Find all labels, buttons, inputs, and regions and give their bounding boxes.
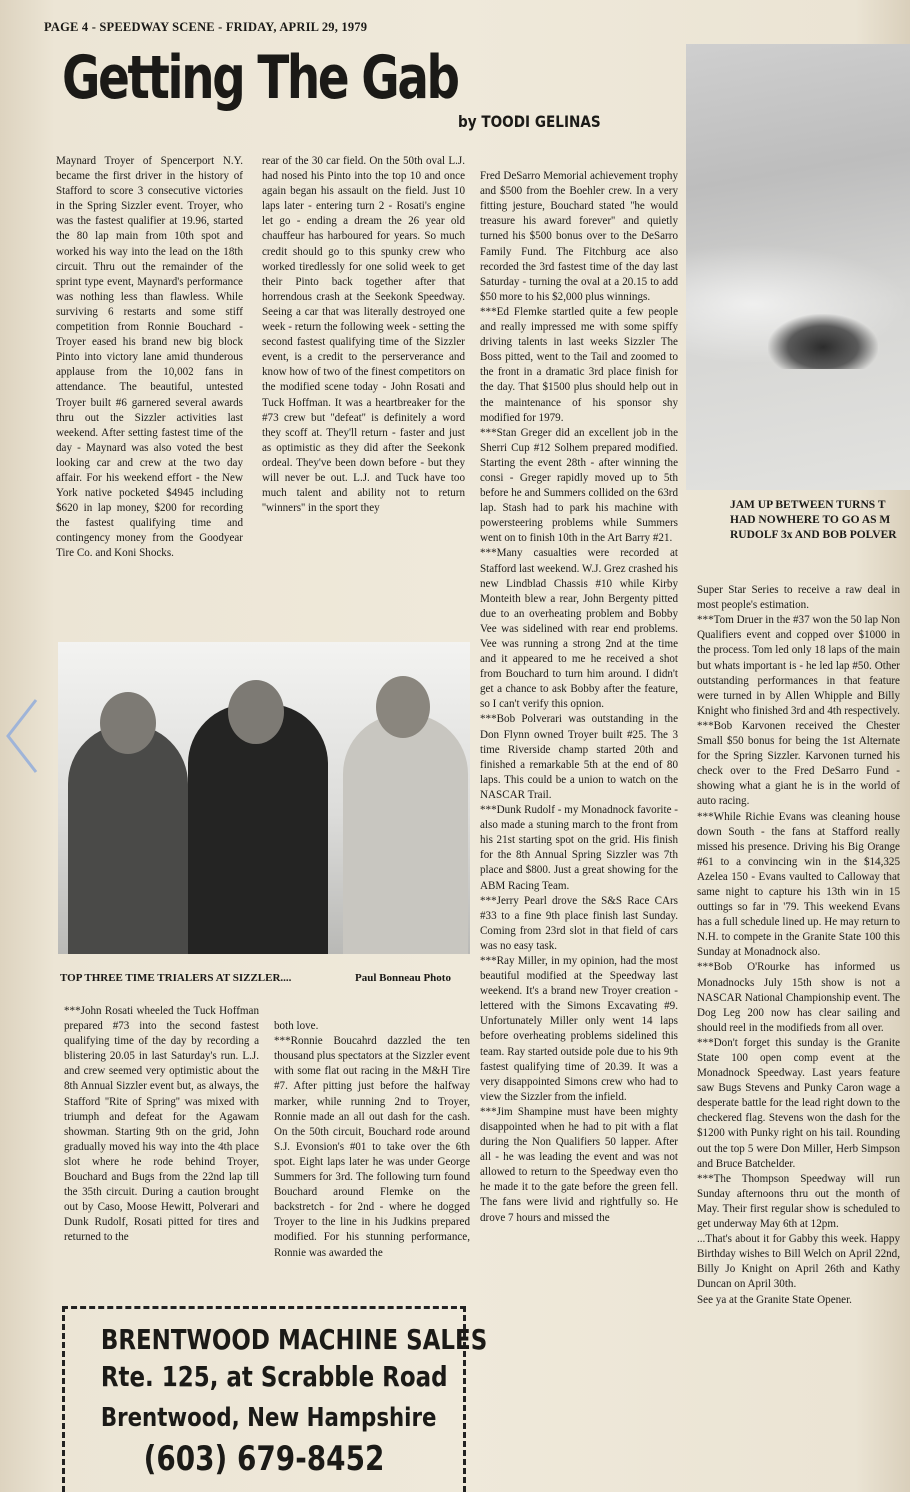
article-text: Fred DeSarro Memorial achievement trophy and $500 from the Boehler crew. In a very fitting jesture, Bouchard stated ''he would treasure his award forever'' and quietly turned his $500 bonus over to the DeSarro Family Fund. The Fitchburg ace also recorded the 3rd fastest time of the day last Saturday - turning the oval at a 20.15 to add $50 more to his $2,000 plus winnings. ***Ed Flemke startled quite a few people and really impressed me with some spiffy driving talents in last weeks Sizzler The Boss pitted, went to the Tail and zoomed to the front in a dramatic 3rd place finish for the day. That $1500 plus should help out in the maintenance of his sponsor shy modified for 1979. ***Stan Greger did an excellent job in the Sherri Cup #12 Solhem prepared modified. Starting the event 28th - after winning the consi - Greger rapidly moved up to 5th before he and Summers collided on the 63rd lap. Stash had to park his machine with powersteering problems while Summers went on to finish 10th in the Art Barry #21. ***Many casualties were recorded at Stafford last weekend. W.J. Grez crashed his new Lindblad Chassis #10 while Kirby Monteith blew a rear, John Bergenty pitted due to an overheating problem and Bobby Vee was sidelined with rear end problems. Vee was running a strong 2nd at the time and it appeared to me he received a shot from Bouchard to turn him around. I didn't get a chance to ask Bobby after the feature, so I can't verify this opnion. ***Bob Polverari was outstanding in the Don Flynn owned Troyer built #25. The 3 time Riverside champ started 20th and finished a remarkable 5th at the end of 80 laps. This could be a union to watch on the NASCAR Trail. ***Dunk Rudolf - my Monadnock favorite - also made a stuning march to the front from his 21st starting spot on the grid. His finish for the 8th Annual Spring Sizzler was 7th place and $800. Just a great showing for the ABM Racing Team. ***Jerry Pearl drove the S&S Race CArs #33 to a fine 9th place finish last Sunday. Coming from 23rd slot in that field of cars was no easy task. ***Ray Miller, in my opinion, had the most beautiful modified at the Speedway last weekend. It's a brand new Troyer creation - lettered with the Simons Excavating #9. Unfortunately Miller only went 14 laps before overheating problems sidelined this team. Ray started outside pole due to his 9th fastest qualifying time of 20.39. It was a very disappointed Simons crew who had to view the Sizzler from the infield. ***Jim Shampine must have been mighty disappointed when he had to pit with a flat during the Non Qualifiers 50 lapper. After all - he was leading the event and was not allowed to return to the Speedway even tho he made it to the gate before the green fell. The fans were livid and rightfully so. He drove 7 hours and missed the <box>480 170 678 1224</box>
chevron-left-icon[interactable] <box>2 696 42 776</box>
ad-city: Brentwood, New Hampshire <box>100 1403 437 1433</box>
drivers-photo-caption: TOP THREE TIME TRIALERS AT SIZZLER.... <box>60 972 292 984</box>
advertisement <box>62 1306 488 1492</box>
article-text: both love. ***Ronnie Boucahrd dazzled the ten thousand plus spectators at the Sizzler event with some flat out racing in the M&H Tire #7. After pitting just before the halfway marker, while running 2nd to Troyer, Ronnie made an all out dash for the cash. On the 50th circuit, Bouchard rode around S.J. Evonsion's #01 to take over the 6th spot. Eight laps later he was under George Summers for 3rd. The following turn found Bouchard around Flemke on the backstretch - for 2nd - where he dogged Troyer to the line in his Judkins prepared modified. For his stunning performance, Ronnie was awarded the <box>274 1020 470 1259</box>
article-column-6 <box>274 1004 470 1296</box>
photo-credit: Paul Bonneau Photo <box>355 972 451 984</box>
ad-street: Rte. 125, at Scrabble Road <box>100 1360 448 1393</box>
ad-company-name: BRENTWOOD MACHINE SALES <box>100 1323 488 1356</box>
race-photo-caption-line: JAM UP BETWEEN TURNS T <box>730 499 886 511</box>
race-car <box>768 314 878 369</box>
ad-phone: (603) 679-8452 <box>143 1439 385 1479</box>
article-column-5 <box>64 1004 259 1296</box>
article-text: Super Star Series to receive a raw deal in most people's estimation. ***Tom Druer in the #37 won the 50 lap Non Qualifiers event and copped over $1000 in the process. Tom led only 18 laps of the main but whats important is - he led lap #50. Other outstanding performances in that feature were turned in by Allen Whipple and Billy Knight who finished 3rd and 4th respectively. ***Bob Karvonen received the Chester Small $50 bonus for being the 1st Alternate for the Spring Sizzler. Karvonen turned his check over to the Fred DeSarro Fund - showing what a giant he is in the world of auto racing. ***While Richie Evans was cleaning house down South - the fans at Stafford really missed his presence. Driving his Big Orange #61 to a convincing win in the $14,325 Azelea 150 - Evans vaulted to Calloway that same night to capture his 13th win in 15 outtings so far in '79. This weekend Evans has a full schedule lined up. He may return to N.H. to compete in the Granite State 100 this Sunday at Monadnock also. ***Bob O'Rourke has informed us Monadnocks July 15th show is not a NASCAR National Championship event. The Dog Leg 200 now has clear sailing and should reel in the modifieds from all over. ***Don't forget this sunday is the Granite State 100 open comp event at the Monadnock Speedway. Last years feature saw Bugs Stevens and Punky Caron wage a desperate battle for the lead right down to the checkered flag. Stevens won the dash for the $1200 with Punky right on his tail. Rounding out the top 5 were Don Miller, Herb Simpson and Bruce Batchelder. ***The Thompson Speedway will run Sunday afternoons thru out the month of May. Their first regular show is scheduled to get underway May 6th at 12pm. ...That's about it for Gabby this week. Happy Birthday wishes to Bill Welch on April 22nd, Billy Jo Knight on April 26th and Kathy Duncan on April 30th. See ya at the Granite State Opener. <box>697 584 900 1306</box>
article-column-3 <box>480 154 678 1488</box>
article-column-2 <box>262 154 465 632</box>
driver-figure <box>343 714 468 954</box>
article-text: ***John Rosati wheeled the Tuck Hoffman prepared #73 into the second fastest qualifying time of the day by recording a blistering 20.05 in last Saturday's run. L.J. and crew seemed very optimistic about the 8th Annual Sizzler event but, as always, the Stafford ''Rite of Spring'' was mixed with triumph and defeat for the Agawam showman. Starting 9th on the grid, John gradually moved his way into the 4th place slot where he rode behind Troyer, Bouchard and Bugs from the 22nd lap till the 35th circuit. During a caution brought out by Caso, Moose Hewitt, Polverari and Dunk Rudolf, Rosati pitted for tires and returned to the <box>64 1005 259 1244</box>
race-photo-caption-line: HAD NOWHERE TO GO AS M <box>730 514 891 526</box>
race-photo-caption-line: RUDOLF 3x AND BOB POLVER <box>730 529 897 541</box>
article-text: rear of the 30 car field. On the 50th oval L.J. had nosed his Pinto into the top 10 and once again began his assault on the field. Just 10 laps later - entering turn 2 - Rosati's engine let go - ending a dream the 26 year old chauffeur has harboured for years. So much credit should go to this spunky crew who worked tiredlessly for one solid week to get their Pinto back together after that horrendous crash at the Seekonk Speedway. Seeing a car that was literally destroyed one week - return the following week - setting the second fastest qualifying time of the Sizzler event, is a credit to the perserverance and know how of two of the finest competitors on the modified scene today - John Rosati and Tuck Hoffman. It was a heartbreaker for the #73 crew but ''defeat'' is definitely a word they scoff at. They'll return - faster and just as optimistic as they did after the Seekonk ordeal. They've been down before - but they will never be out. L.J. and Tuck have too much talent and ability not to return ''winners'' in the sport they <box>262 155 465 515</box>
article-column-1 <box>56 154 243 632</box>
article-text: Maynard Troyer of Spencerport N.Y. became the first driver in the history of Stafford to score 3 consecutive victories in the Spring Sizzler event. Troyer, who was the fastest qualifier at 19.96, started the 80 lap main from 10th spot and worked his way into the lead on the 18th circuit. Thru out the remainder of the sprint type event, Maynard's performance was nothing less than flawless. While surviving 6 restarts and some stiff competition from Ronnie Bouchard - Troyer eased his brand new big block Pinto into victory lane amid thunderous applause from the 10,002 fans in attendance. The beautiful, untested Troyer built #6 garnered several awards thru out the Sizzler activities last weekend. After setting fastest time of the day - Maynard was also voted the best looking car and crew at the two day affair. For his weekend effort - the New York native pocketed $4945 including $620 in lap money, $200 for recording the fastest qualifying time and contingency money from the Goodyear Tire Co. and Koni Shocks. <box>56 155 243 560</box>
race-photo <box>686 44 910 490</box>
driver-figure <box>68 724 188 954</box>
byline: by TOODI GELINAS <box>458 112 601 131</box>
article-column-4 <box>697 568 900 1488</box>
driver-head <box>100 692 156 754</box>
column-masthead: Getting The Gab <box>62 43 458 113</box>
driver-head <box>228 680 284 744</box>
drivers-photo <box>58 642 470 954</box>
race-photo-caption <box>730 498 910 543</box>
page-folio: PAGE 4 - SPEEDWAY SCENE - FRIDAY, APRIL 29, 1979 <box>44 20 368 34</box>
driver-head <box>376 676 430 738</box>
